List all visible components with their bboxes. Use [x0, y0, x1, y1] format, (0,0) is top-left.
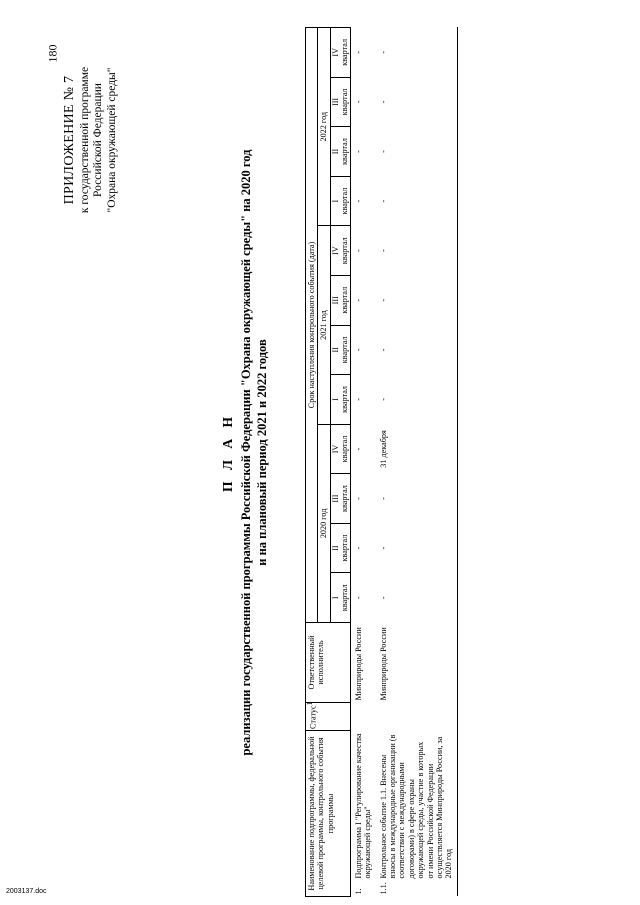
row-cell: - — [353, 546, 363, 550]
header-quarter: II квартал — [330, 127, 350, 177]
header-quarter: II квартал — [330, 523, 350, 573]
row-cell: - — [376, 275, 458, 325]
row-cell: - — [353, 497, 363, 500]
row-cell: - — [376, 176, 458, 226]
row-cell: - — [353, 100, 363, 104]
row-name: 1.1. Контрольное событие 1.1. Внесены взносы в международные организации (в соответствии с международными договорами) в сфере охраны окружающей среды, участие в которых от имени Российской Федерации осуществляется Минприроды России, за 2020 год — [376, 731, 458, 897]
row-cell: - — [353, 298, 363, 302]
row-status — [376, 703, 458, 731]
plan-heading — [220, 0, 271, 905]
header-name: Наименование подпрограммы, федеральной целевой программы, контрольного события программы — [306, 731, 351, 897]
plan-title: П Л А Н — [220, 413, 235, 492]
row-cell: - — [353, 447, 363, 451]
appendix-line-2: к государственной программе — [78, 66, 91, 214]
row-cell: - — [376, 127, 458, 177]
row-cell: - — [376, 226, 458, 276]
row-cell: - — [353, 50, 363, 54]
row-cell: - — [353, 348, 363, 352]
row-cell: - — [376, 28, 458, 78]
plan-subtitle-1: реализации государственной программы Российской Федерации "Охрана окружающей среды" на 2020 год — [239, 149, 253, 756]
row-cell: - — [353, 249, 363, 253]
header-status: Статус$^1$ — [306, 703, 351, 731]
header-quarter: II квартал — [330, 325, 350, 375]
row-cell: - — [353, 398, 363, 401]
header-deadline: Срок наступления контрольного события (дата) — [306, 28, 318, 623]
row-cell: - — [376, 77, 458, 127]
header-quarter: IV квартал — [330, 424, 350, 474]
header-quarter: I квартал — [330, 375, 350, 425]
appendix-block — [62, 10, 119, 270]
page-number-text: 180 — [45, 44, 60, 63]
header-quarter: IV квартал — [330, 28, 350, 78]
row-cell: - — [376, 375, 458, 425]
appendix-line-4: "Охрана окружающей среды" — [105, 67, 118, 213]
row-cell: - — [353, 596, 363, 600]
header-year-2021: 2021 год — [318, 226, 330, 424]
header-year-2022: 2022 год — [318, 28, 330, 226]
plan-table — [305, 27, 458, 897]
row-name: 1. Подпрограмма I "Регулирование качества окружающей среды" — [353, 733, 373, 895]
row-executor: Минприроды России — [353, 627, 363, 701]
header-quarter: IV квартал — [330, 226, 350, 276]
appendix-title: ПРИЛОЖЕНИЕ № 7 — [62, 75, 77, 205]
row-cell: - — [353, 199, 363, 203]
footer-filename: 2003137.doc — [6, 888, 47, 895]
header-quarter: III квартал — [330, 275, 350, 325]
header-year-2020: 2020 год — [318, 424, 330, 622]
plan-subtitle-2: и на плановый период 2021 и 2022 годов — [255, 339, 270, 566]
row-status — [350, 703, 375, 731]
row-cell: - — [376, 573, 458, 623]
header-quarter: III квартал — [330, 474, 350, 524]
header-executor: Ответственный исполнитель — [306, 623, 351, 703]
row-cell: - — [376, 523, 458, 573]
table-row — [376, 28, 458, 897]
row-cell: - — [353, 150, 363, 153]
header-quarter: I квартал — [330, 573, 350, 623]
row-cell: - — [376, 325, 458, 375]
row-executor: Минприроды России — [376, 623, 458, 703]
row-cell: - — [376, 474, 458, 524]
header-quarter: III квартал — [330, 77, 350, 127]
appendix-line-3: Российской Федерации — [92, 83, 105, 197]
row-cell-date: 31 декабря — [376, 424, 458, 474]
header-quarter: I квартал — [330, 176, 350, 226]
table-row — [350, 28, 375, 897]
